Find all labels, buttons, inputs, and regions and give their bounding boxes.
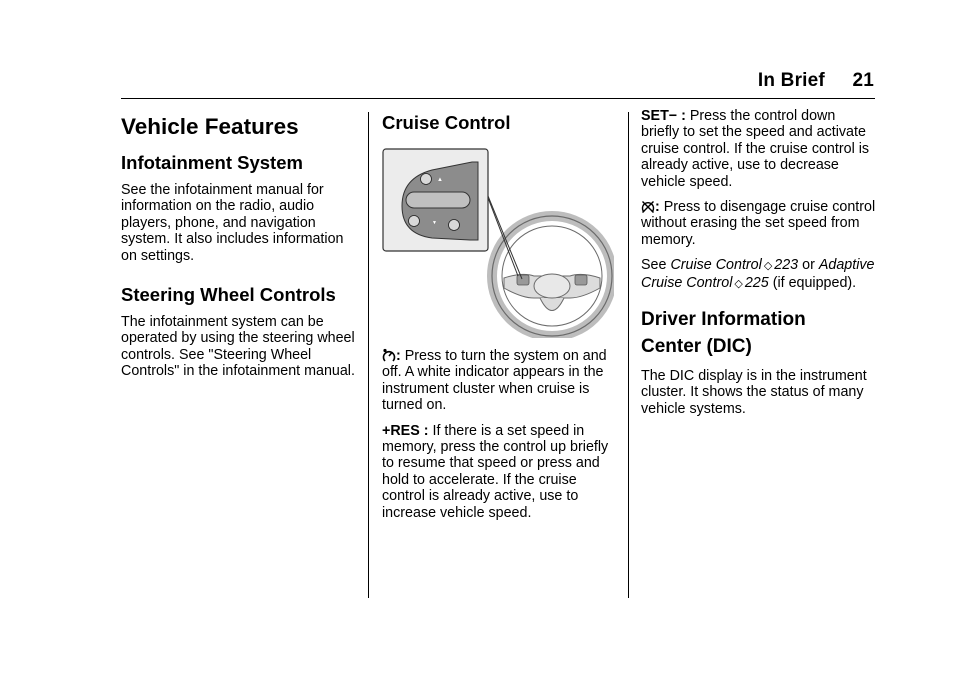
column-1: [121, 108, 357, 389]
heading-cruise-control: Cruise Control: [382, 112, 511, 133]
paragraph-steering-controls: The infotainment system can be operated by using the steering wheel controls. See "Steering Wheel Controls" in the infotainment manual.: [121, 314, 355, 380]
paragraph-set: [641, 108, 877, 190]
ref-adaptive-cruise-page[interactable]: 225: [744, 274, 769, 291]
column-3: [641, 108, 877, 426]
ref-cruise-control-page[interactable]: 223: [774, 257, 799, 274]
svg-text:▲: ▲: [437, 177, 443, 183]
cancel-description: Press to disengage cruise control without erasing the set speed from memory.: [641, 199, 876, 248]
reference-arrow-icon: ◇: [763, 260, 773, 273]
paragraph-cancel: [641, 199, 877, 248]
res-label: +RES :: [382, 422, 429, 439]
cruise-on-off-icon: [382, 348, 396, 363]
heading-dic-line1: Driver Information: [641, 309, 806, 331]
ref-or: or: [802, 257, 815, 274]
steering-wheel-icon: [382, 148, 614, 338]
svg-text:▼: ▼: [432, 220, 437, 226]
section-title: In Brief: [757, 70, 825, 91]
column-2: [382, 108, 614, 530]
steering-wheel-illustration: [382, 148, 614, 338]
ref-suffix: (if equipped).: [772, 274, 857, 291]
column-divider-2: [628, 112, 629, 598]
cruise-cancel-icon: [641, 200, 655, 214]
set-description: Press the control down briefly to set the speed and activate cruise control. If the cruise control is already active, use to decrease vehicle speed.: [641, 108, 870, 190]
on-off-description: Press to turn the system on and off. A white indicator appears in the instrument cluster when cruise is turned on.: [382, 348, 607, 414]
paragraph-infotainment: See the infotainment manual for information on the radio, audio players, phone, and navigation system. It also includes information on settings.: [121, 182, 344, 264]
paragraph-on-off: [382, 348, 614, 414]
res-description: If there is a set speed in memory, press the control up briefly to resume that speed or press and hold to accelerate. If the cruise control is already active, use to increase vehicle speed.: [382, 422, 609, 521]
header-rule: [121, 98, 875, 99]
page-title: Vehicle Features: [121, 114, 299, 139]
see-prefix: See: [641, 257, 667, 274]
paragraph-see-also: [641, 257, 877, 292]
heading-dic: [641, 306, 877, 360]
reference-arrow-icon: ◇: [734, 277, 743, 290]
heading-dic-line2: Center (DIC): [641, 336, 752, 358]
page-number: 21: [852, 70, 874, 91]
ref-cruise-control-link[interactable]: Cruise Control: [670, 257, 762, 274]
ref-adaptive-cruise-link[interactable]: Adaptive Cruise Control: [641, 257, 875, 291]
set-label: SET− :: [641, 108, 686, 124]
page-header: [758, 70, 874, 92]
heading-steering-controls: Steering Wheel Controls: [121, 284, 336, 306]
heading-infotainment: Infotainment System: [121, 152, 303, 173]
paragraph-res: [382, 423, 614, 521]
on-off-colon: :: [396, 348, 401, 364]
column-divider-1: [368, 112, 369, 598]
cancel-colon: :: [655, 199, 660, 216]
paragraph-dic: The DIC display is in the instrument cluster. It shows the status of many vehicle systems.: [641, 368, 867, 417]
